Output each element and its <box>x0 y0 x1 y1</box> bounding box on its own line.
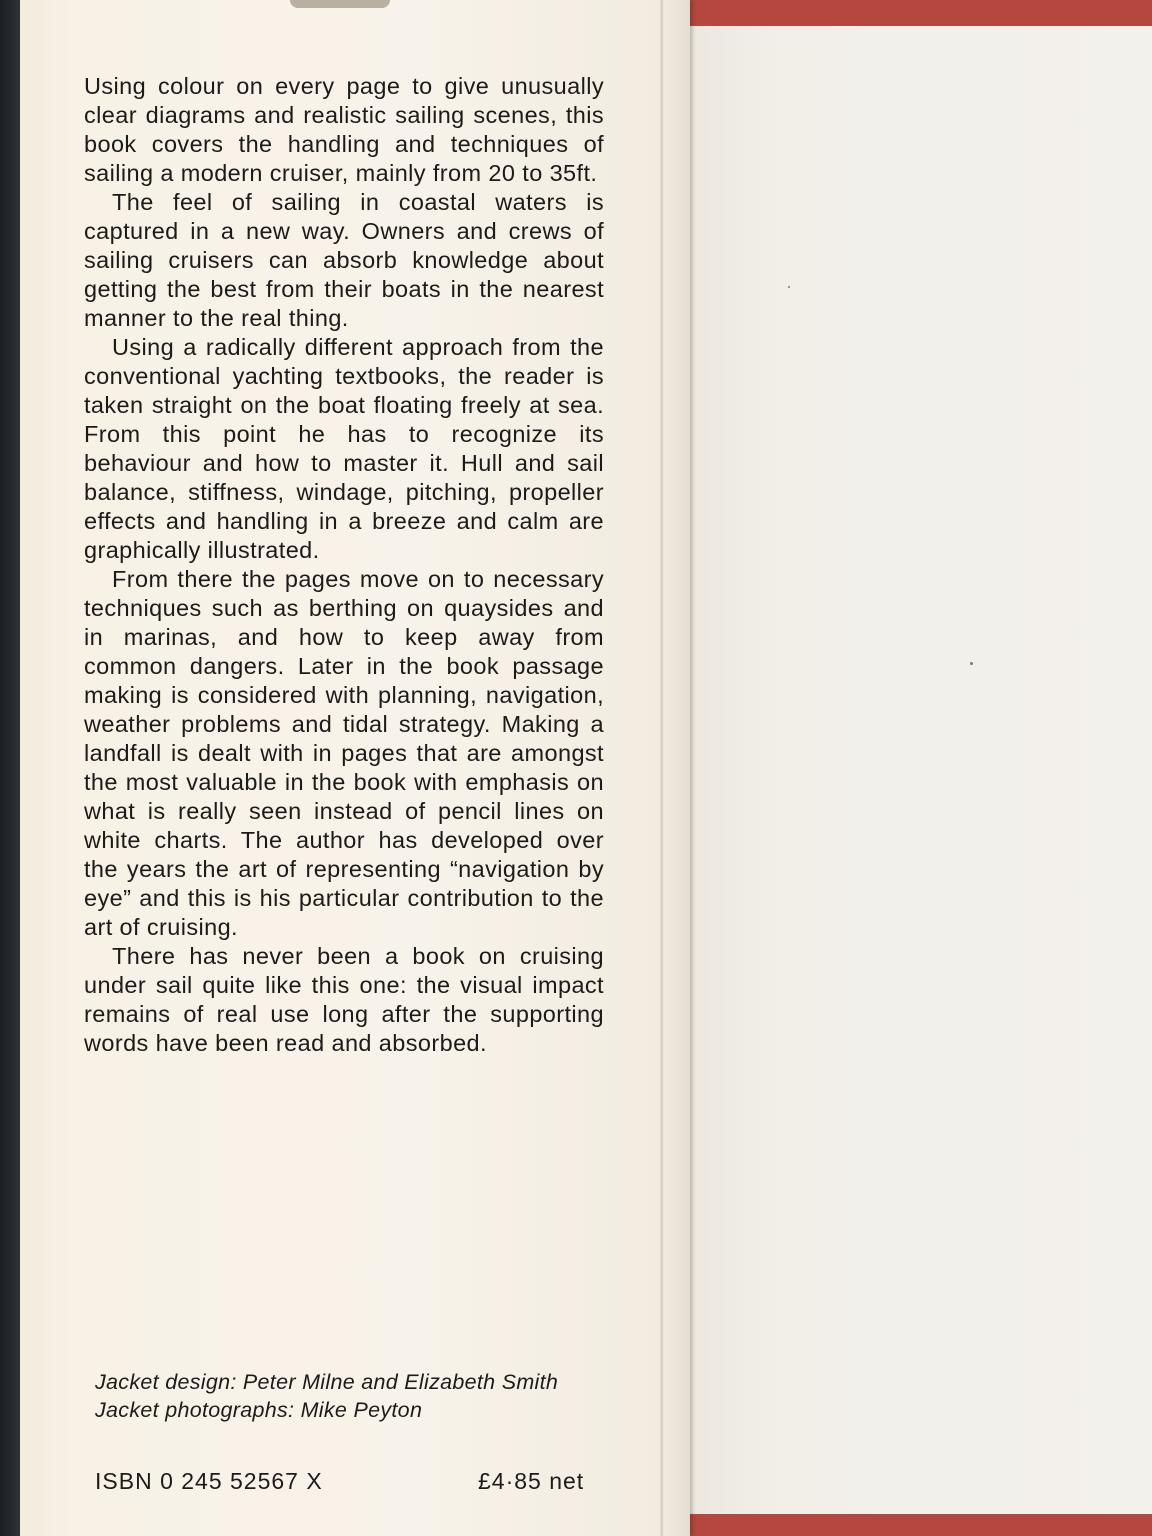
price-label: £4·85 net <box>478 1468 585 1494</box>
blurb-paragraph: There has never been a book on cruising under sail quite like this one: the visual impact remains of real use long after the supporting words have been read and absorbed. <box>84 943 604 1056</box>
jacket-design-credit: Jacket design: Peter Milne and Elizabeth Smith <box>95 1370 559 1394</box>
isbn-number: ISBN 0 245 52567 X <box>95 1468 323 1494</box>
blurb-paragraph: From there the pages move on to necessary techniques such as berthing on quaysides and in marinas, and how to keep away from common dangers. Later in the book passage making is considered with planning, navigation, weather problems and tidal strategy. Making a landfall is dealt with in pages that are amongst the most valuable in the book with emphasis on what is really seen instead of pencil lines on white charts. The author has developed over the years the art of representing “navigation by eye” and this is his particular contribution to the art of cruising. <box>84 566 604 940</box>
paper-speck <box>788 286 790 288</box>
flap-fold-line <box>660 0 664 1536</box>
blurb-paragraph: Using colour on every page to give unusually clear diagrams and realistic sailing scenes, this book covers the handling and techniques of sailing a modern cruiser, mainly from 20 to 35ft. <box>84 73 604 186</box>
blurb-paragraph: Using a radically different approach from the conventional yachting textbooks, the reader is taken straight on the boat floating freely at sea. From this point he has to recognize its behaviour and how to master it. Hull and sail balance, stiffness, windage, pitching, propeller effects and handling in a breeze and calm are graphically illustrated. <box>84 334 604 563</box>
blurb-paragraph: The feel of sailing in coastal waters is captured in a new way. Owners and crews of sailing cruisers can absorb knowledge about getting the best from their boats in the nearest manner to the real thing. <box>84 189 604 331</box>
jacket-photographs-credit: Jacket photographs: Mike Peyton <box>95 1398 423 1422</box>
jacket-credits <box>95 1368 615 1424</box>
paper-speck <box>970 662 973 665</box>
flap-top-tab <box>290 0 390 8</box>
endpaper-page <box>690 26 1152 1514</box>
blurb-text <box>84 72 604 1058</box>
